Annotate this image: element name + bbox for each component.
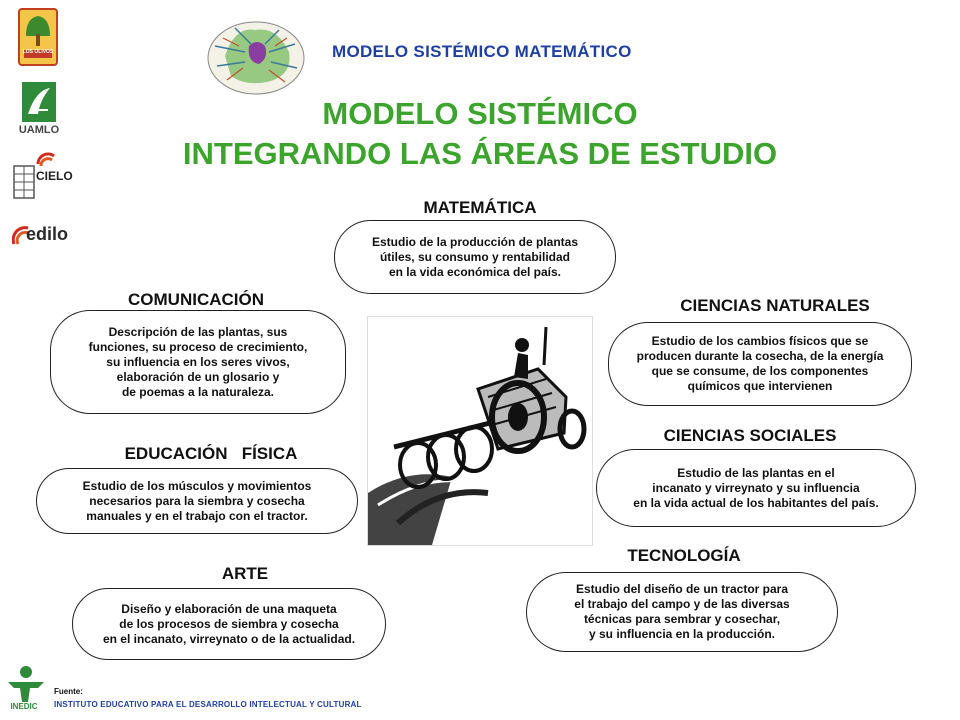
area-title-arte: ARTE <box>221 564 269 583</box>
area-title-ciencias-sociales: CIENCIAS SOCIALES <box>663 426 837 445</box>
area-title-educacion-fisica: EDUCACIÓN FÍSICA <box>124 444 298 463</box>
area-text-ciencias-naturales: Estudio de los cambios físicos que se producen durante la cosecha, de la energía que se consume, de los componentes químicos que intervienen <box>636 334 884 393</box>
area-bubble-ciencias-sociales <box>596 449 916 527</box>
area-bubble-arte <box>72 588 386 660</box>
footer-institution: INSTITUTO EDUCATIVO PARA EL DESARROLLO INTELECTUAL Y CULTURAL <box>54 700 362 709</box>
area-title-comunicacion: COMUNICACIÓN <box>128 290 264 309</box>
brain-illustration <box>205 16 307 98</box>
header-title: MODELO SISTÉMICO MATEMÁTICO <box>332 42 632 61</box>
area-title-tecnologia: TECNOLOGÍA <box>627 546 741 565</box>
uamlo-logo: UAMLO <box>16 80 62 142</box>
area-bubble-educacion-fisica <box>36 468 358 534</box>
footer-source-label: Fuente: <box>54 687 83 696</box>
area-text-matematica: Estudio de la producción de plantas útiles, su consumo y rentabilidad en la vida económica del país. <box>371 234 579 279</box>
area-bubble-comunicacion <box>50 310 346 414</box>
tractor-illustration <box>367 316 593 546</box>
cielo-logo: CIELO <box>10 150 68 202</box>
inedic-logo: INEDIC <box>4 664 48 714</box>
area-text-educacion-fisica: Estudio de los músculos y movimientos necesarios para la siembra y cosecha manuales y en el trabajo con el tractor. <box>82 478 312 523</box>
area-text-comunicacion: Descripción de las plantas, sus funciones, su proceso de crecimiento, su influencia en los seres vivos, elaboración de un glosario y de poemas a la naturaleza. <box>88 324 308 399</box>
area-title-ciencias-naturales: CIENCIAS NATURALES <box>680 296 870 315</box>
area-text-tecnologia: Estudio del diseño de un tractor para el trabajo del campo y de las diversas técnicas para sembrar y cosechar, y su influencia en la producción. <box>574 582 790 641</box>
los-olivos-logo: LOS OLIVOS <box>18 8 58 66</box>
main-title-line-2: INTEGRANDO LAS ÁREAS DE ESTUDIO <box>182 136 778 171</box>
edilo-logo: edilo <box>12 222 76 250</box>
area-text-ciencias-sociales: Estudio de las plantas en el incanato y virreynato y su influencia en la vida actual de los habitantes del país. <box>633 465 879 510</box>
area-title-matematica: MATEMÁTICA <box>423 198 537 217</box>
area-bubble-ciencias-naturales <box>608 322 912 406</box>
area-text-arte: Diseño y elaboración de una maqueta de los procesos de siembra y cosecha en el incanato, virreynato o de la actualidad. <box>102 601 356 646</box>
area-bubble-matematica <box>334 220 616 294</box>
main-title-line-1: MODELO SISTÉMICO <box>322 96 638 131</box>
area-bubble-tecnologia <box>526 572 838 652</box>
